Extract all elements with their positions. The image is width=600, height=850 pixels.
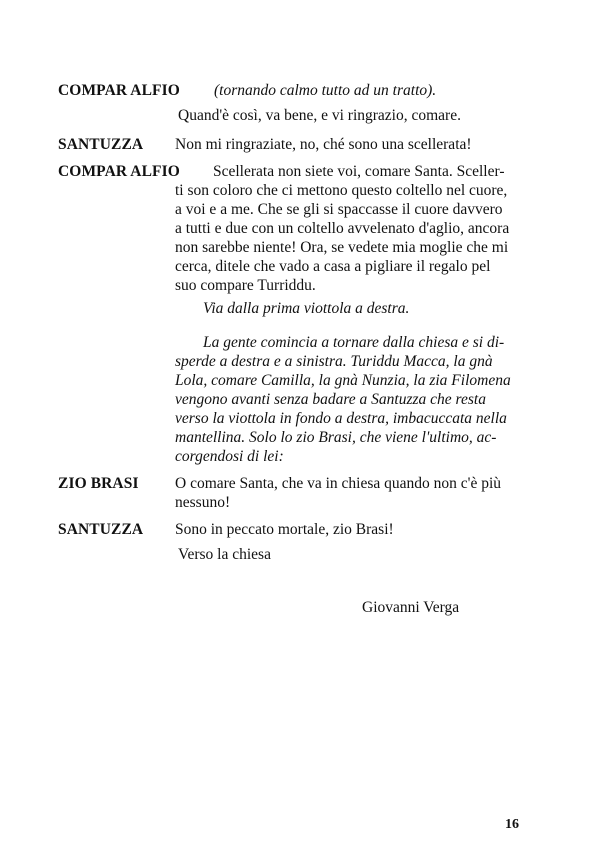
dialogue-line: suo compare Turriddu. <box>175 277 316 294</box>
stage-line: verso la viottola in fondo a destra, imbacuccata nella <box>175 410 507 427</box>
stage-line: vengono avanti senza badare a Santuzza che resta <box>175 391 486 408</box>
dialogue-line: cerca, ditele che vado a casa a pigliare il regalo pel <box>175 258 491 275</box>
speaker-santuzza: SANTUZZA <box>58 521 144 538</box>
dialogue-line: Quand'è così, va bene, e vi ringrazio, comare. <box>178 107 461 124</box>
stage-direction: Verso la chiesa <box>178 546 271 563</box>
dialogue-paragraph <box>175 474 502 512</box>
page-number: 16 <box>505 817 519 832</box>
stage-line: Lola, comare Camilla, la gnà Nunzia, la zia Filomena <box>175 372 511 389</box>
stage-direction: (tornando calmo tutto ad un tratto). <box>214 82 437 99</box>
stage-line: sperde a destra e a sinistra. Turiddu Macca, la gnà <box>175 353 493 370</box>
dialogue-line: ti son coloro che ci mettono questo coltello nel cuore, <box>175 182 508 199</box>
stage-direction-paragraph <box>175 333 511 466</box>
dialogue-line: a tutti e due con un coltello avvelenato d'aglio, ancora <box>175 220 510 237</box>
speaker-zio-brasi: ZIO BRASI <box>58 475 139 492</box>
dialogue-line: non sarebbe niente! Ora, se vedete mia moglie che mi <box>175 239 509 256</box>
speaker-compar-alfio: COMPAR ALFIO <box>58 163 180 180</box>
dialogue-line: Scellerata non siete voi, comare Santa. Sceller- <box>213 163 505 180</box>
stage-line: La gente comincia a tornare dalla chiesa e si di- <box>203 334 505 351</box>
dialogue-line: a voi e a me. Che se gli si spaccasse il cuore davvero <box>175 201 503 218</box>
dialogue-line: Non mi ringraziate, no, ché sono una scellerata! <box>175 136 472 153</box>
dialogue-line: O comare Santa, che va in chiesa quando non c'è più <box>175 475 502 492</box>
dialogue-line: Sono in peccato mortale, zio Brasi! <box>175 521 394 538</box>
stage-line: mantellina. Solo lo zio Brasi, che viene l'ultimo, ac- <box>175 429 497 446</box>
author-signature: Giovanni Verga <box>362 599 460 616</box>
stage-direction: Via dalla prima viottola a destra. <box>203 300 410 317</box>
dialogue-paragraph <box>175 162 510 295</box>
dialogue-line: nessuno! <box>175 494 231 511</box>
speaker-santuzza: SANTUZZA <box>58 136 144 153</box>
stage-line: corgendosi di lei: <box>175 448 284 465</box>
speaker-compar-alfio: COMPAR ALFIO <box>58 82 180 99</box>
